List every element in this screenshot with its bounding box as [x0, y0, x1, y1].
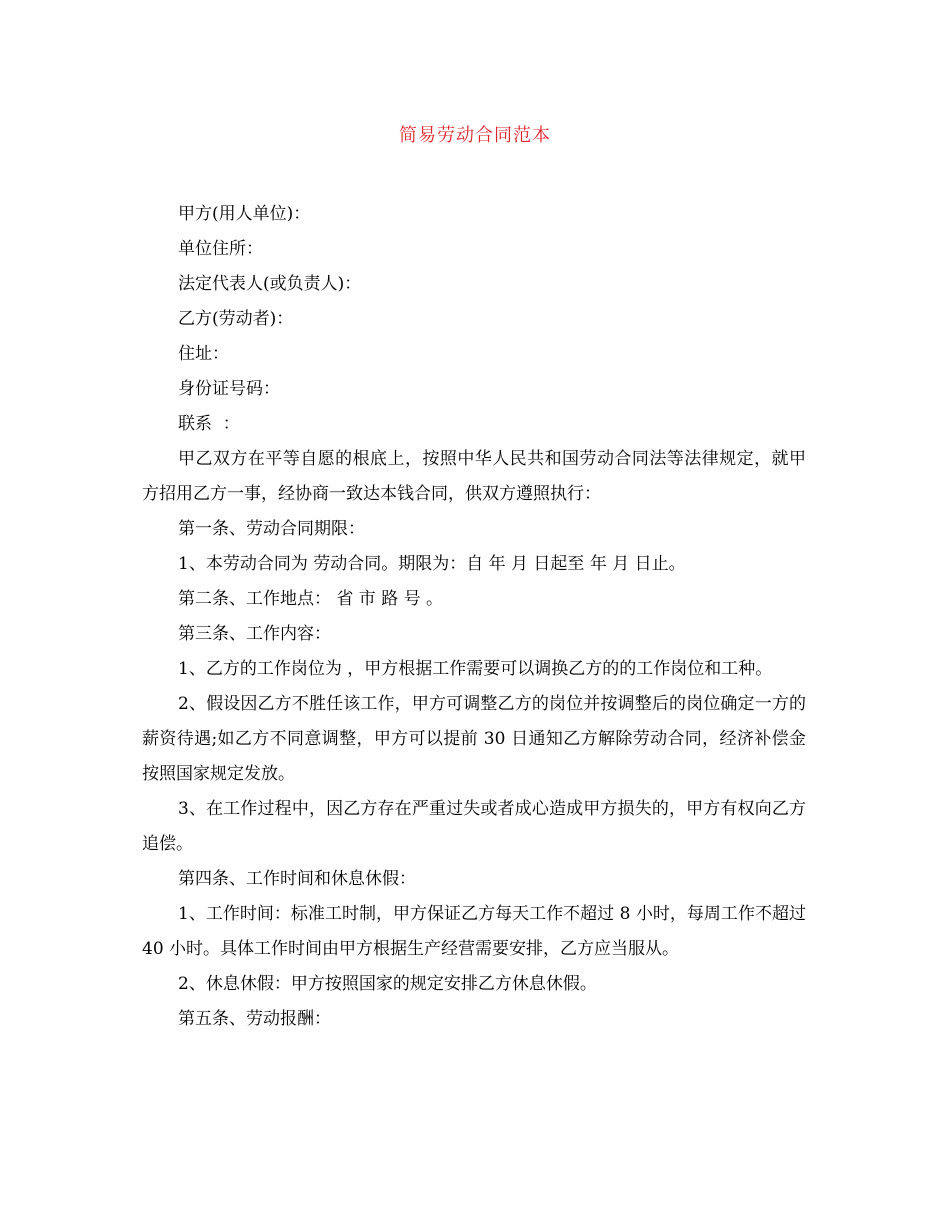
paragraph-article-4-heading: 第四条、工作时间和休息休假： [178, 869, 416, 889]
paragraph-article-4-item-1: 1、工作时间：标准工时制，甲方保证乙方每天工作不超过 8 小时，每周工作不超过 40 小时。具体工作时间由甲方根据生产经营需要安排，乙方应当服从。 [142, 904, 812, 959]
paragraph-article-4-item-2: 2、休息休假：甲方按照国家的规定安排乙方休息休假。 [178, 974, 597, 994]
paragraph-article-3-item-2: 2、假设因乙方不胜任该工作，甲方可调整乙方的岗位并按调整后的岗位确定一方的薪资待遇;如乙方不同意调整，甲方可以提前 30 日通知乙方解除劳动合同，经济补偿金按照国家规定发放。 [142, 694, 806, 784]
paragraph-article-3-item-1: 1、乙方的工作岗位为 ，甲方根据工作需要可以调换乙方的的工作岗位和工种。 [178, 659, 773, 679]
paragraph-article-5-heading: 第五条、劳动报酬： [178, 1009, 331, 1029]
paragraph-article-1-heading: 第一条、劳动合同期限： [178, 519, 365, 539]
paragraph-unit-address: 单位住所： [178, 239, 263, 259]
paragraph-article-1-item-1: 1、本劳动合同为 劳动合同。期限为：自 年 月 日起至 年 月 日止。 [178, 554, 686, 574]
paragraph-preamble: 甲乙双方在平等自愿的根底上，按照中华人民共和国劳动合同法等法律规定，就甲方招用乙方一事，经协商一致达本钱合同，供双方遵照执行： [142, 449, 806, 504]
paragraph-article-3-item-3: 3、在工作过程中，因乙方存在严重过失或者成心造成甲方损失的，甲方有权向乙方追偿。 [142, 799, 806, 854]
paragraph-party-b: 乙方(劳动者)： [178, 309, 294, 329]
paragraph-id-number: 身份证号码： [178, 379, 280, 399]
paragraph-address: 住址： [178, 344, 229, 364]
paragraph-legal-representative: 法定代表人(或负责人)： [178, 274, 362, 294]
document-body [142, 197, 812, 1037]
paragraph-article-2: 第二条、工作地点： 省 市 路 号 。 [178, 589, 444, 609]
paragraph-party-a: 甲方(用人单位)： [178, 204, 311, 224]
paragraph-article-3-heading: 第三条、工作内容： [178, 624, 331, 644]
document-title: 简易劳动合同范本 [399, 125, 551, 146]
paragraph-contact: 联系 ： [178, 414, 240, 434]
